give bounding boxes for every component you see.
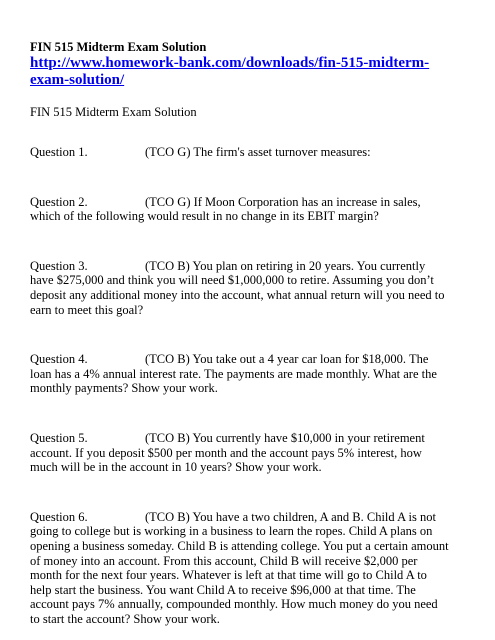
question-6	[30, 510, 449, 627]
question-4	[30, 352, 449, 396]
question-text: (TCO B) You plan on retiring in 20 years. You currently have $275,000 and think you will need $1,000,000 to retire. Assuming you don’t deposit any additional money into the account, what annual return will you need to earn to meet this goal?	[30, 258, 445, 317]
question-number: Question 5.	[30, 430, 88, 445]
question-3	[30, 259, 449, 317]
question-2	[30, 195, 449, 224]
question-text: (TCO G) If Moon Corporation has an increase in sales, which of the following would result in no change in its EBIT margin?	[30, 194, 421, 224]
download-link[interactable]: http://www.homework-bank.com/downloads/fin-515-midterm-exam-solution/	[30, 55, 430, 88]
question-number: Question 6.	[30, 509, 88, 524]
question-1	[30, 145, 449, 160]
question-text: (TCO B) You take out a 4 year car loan for $18,000. The loan has a 4% annual interest rate. The payments are made monthly. What are the monthly payments? Show your work.	[30, 352, 437, 396]
document-title: FIN 515 Midterm Exam Solution	[30, 40, 207, 54]
question-number: Question 1.	[30, 145, 88, 159]
document-subtitle: FIN 515 Midterm Exam Solution	[30, 105, 197, 119]
question-number: Question 2.	[30, 194, 88, 209]
question-number: Question 4.	[30, 352, 88, 367]
question-5	[30, 431, 449, 475]
question-number: Question 3.	[30, 258, 88, 273]
question-text: (TCO G) The firm's asset turnover measures:	[145, 145, 371, 159]
question-text: (TCO B) You currently have $10,000 in your retirement account. If you deposit $500 per month and the account pays 5% interest, how much will be in the account in 10 years? Show your work.	[30, 430, 425, 475]
question-text: (TCO B) You have a two children, A and B. Child A is not going to college but is working in a business to learn the ropes. Child A plans on opening a business someday. Child B is attending college. You put a certain amount of money into an account. From this account, Child B will receive $2,000 per month for the next four years. Whatever is left at that time will go to Child A to help start the business. You want Child A to receive $96,000 at that time. The account pays 7% annually, compounded monthly. How much money do you need to start the account? Show your work.	[30, 509, 449, 626]
